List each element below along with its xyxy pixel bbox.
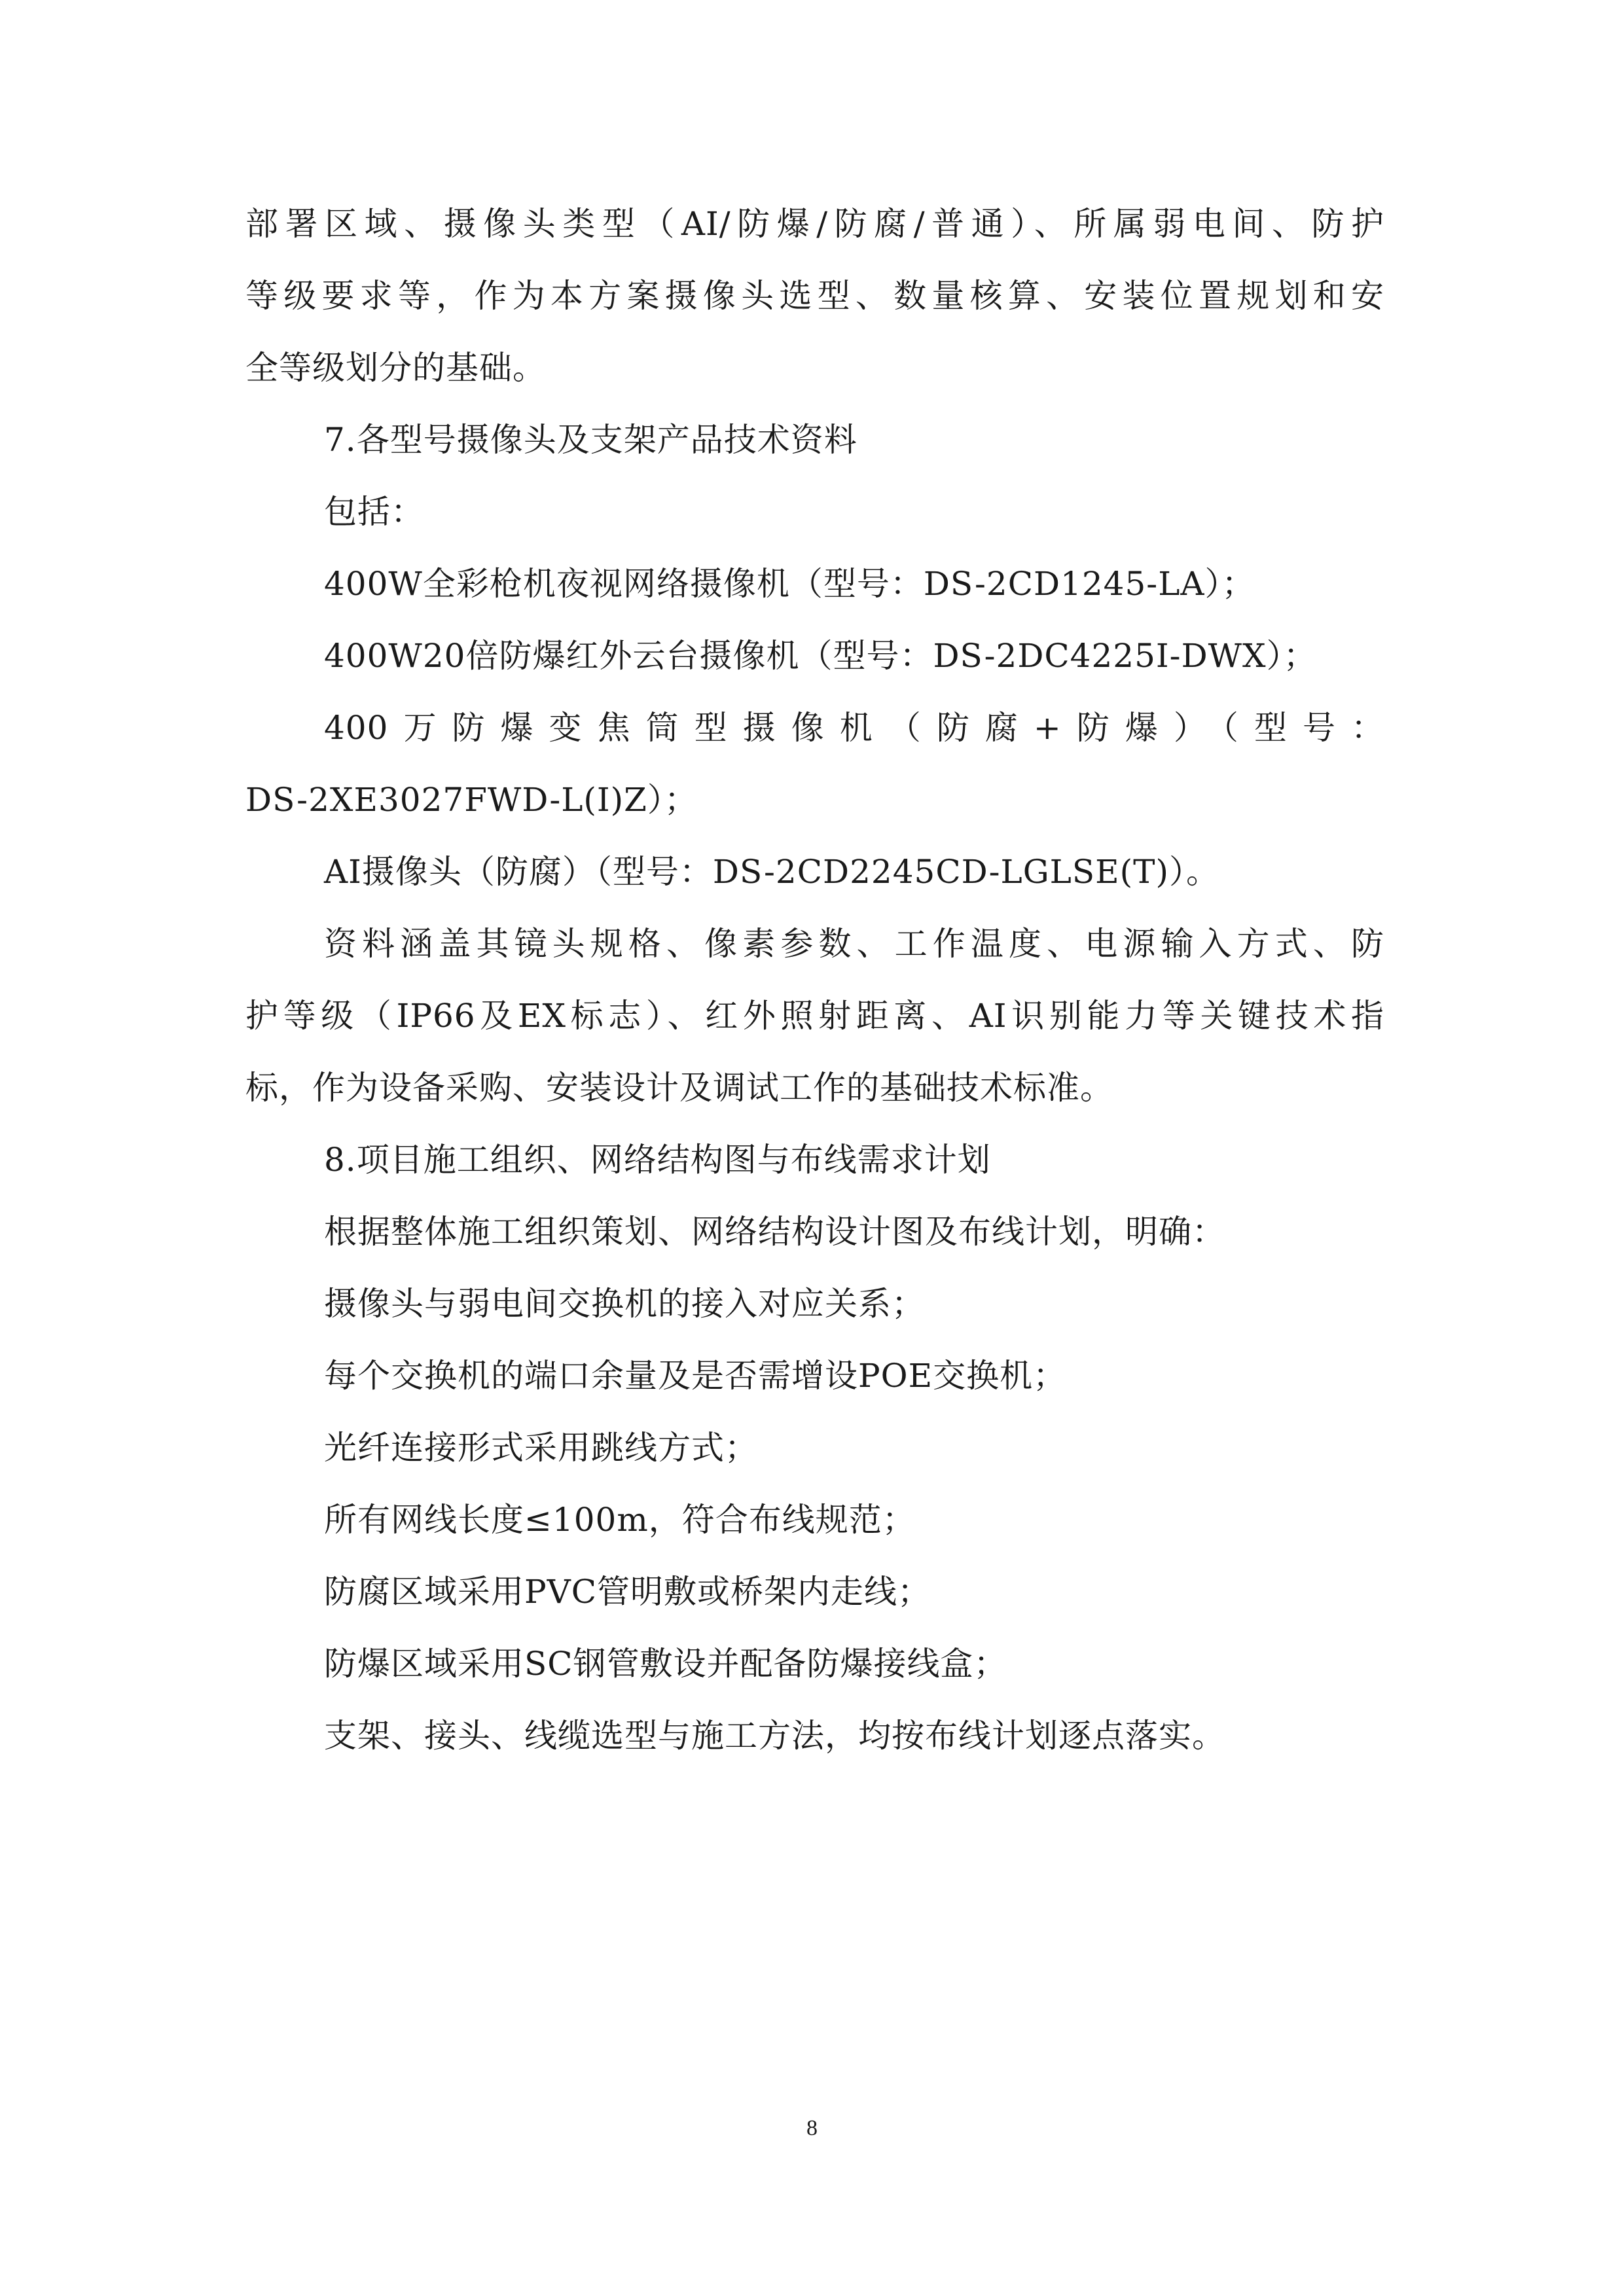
list-item: AI摄像头（防腐）（型号：DS-2CD2245CD-LGLSE(T)）。 <box>324 853 1219 891</box>
body-text-line: 部署区域、摄像头类型（AI/防爆/防腐/普通）、所属弱电间、防护 <box>245 205 1384 243</box>
list-item: 摄像头与弱电间交换机的接入对应关系； <box>324 1285 925 1323</box>
list-item: 支架、接头、线缆选型与施工方法，均按布线计划逐点落实。 <box>324 1717 1225 1755</box>
list-item: 防腐区域采用PVC管明敷或桥架内走线； <box>324 1573 931 1611</box>
list-item: 400万防爆变焦筒型摄像机（防腐+防爆）（型号： <box>324 709 1384 747</box>
body-text-line: 等级要求等，作为本方案摄像头选型、数量核算、安装位置规划和安 <box>245 277 1384 315</box>
body-text-line: 全等级划分的基础。 <box>245 349 546 387</box>
list-item-continuation: DS-2XE3027FWD-L(I)Z）； <box>245 781 698 819</box>
section-heading: 8.项目施工组织、网络结构图与布线需求计划 <box>324 1141 991 1179</box>
list-item: 所有网线长度≤100m，符合布线规范； <box>324 1501 916 1539</box>
page-number: 8 <box>806 2116 818 2140</box>
body-text-line: 包括： <box>324 493 424 531</box>
list-item: 光纤连接形式采用跳线方式； <box>324 1429 758 1467</box>
list-item: 每个交换机的端口余量及是否需增设POE交换机； <box>324 1357 1067 1395</box>
list-item: 防爆区域采用SC钢管敷设并配备防爆接线盒； <box>324 1645 1007 1683</box>
list-item: 400W全彩枪机夜视网络摄像机（型号：DS-2CD1245-LA）； <box>324 565 1255 603</box>
list-item: 400W20倍防爆红外云台摄像机（型号：DS-2DC4225I-DWX）； <box>324 637 1317 675</box>
body-text-line: 根据整体施工组织策划、网络结构设计图及布线计划，明确： <box>324 1213 1225 1251</box>
body-text-line: 护等级（IP66及EX标志）、红外照射距离、AI识别能力等关键技术指 <box>245 997 1384 1035</box>
section-heading: 7.各型号摄像头及支架产品技术资料 <box>324 421 857 459</box>
body-text-line: 标，作为设备采购、安装设计及调试工作的基础技术标准。 <box>245 1069 1113 1107</box>
body-text-line: 资料涵盖其镜头规格、像素参数、工作温度、电源输入方式、防 <box>324 925 1384 963</box>
